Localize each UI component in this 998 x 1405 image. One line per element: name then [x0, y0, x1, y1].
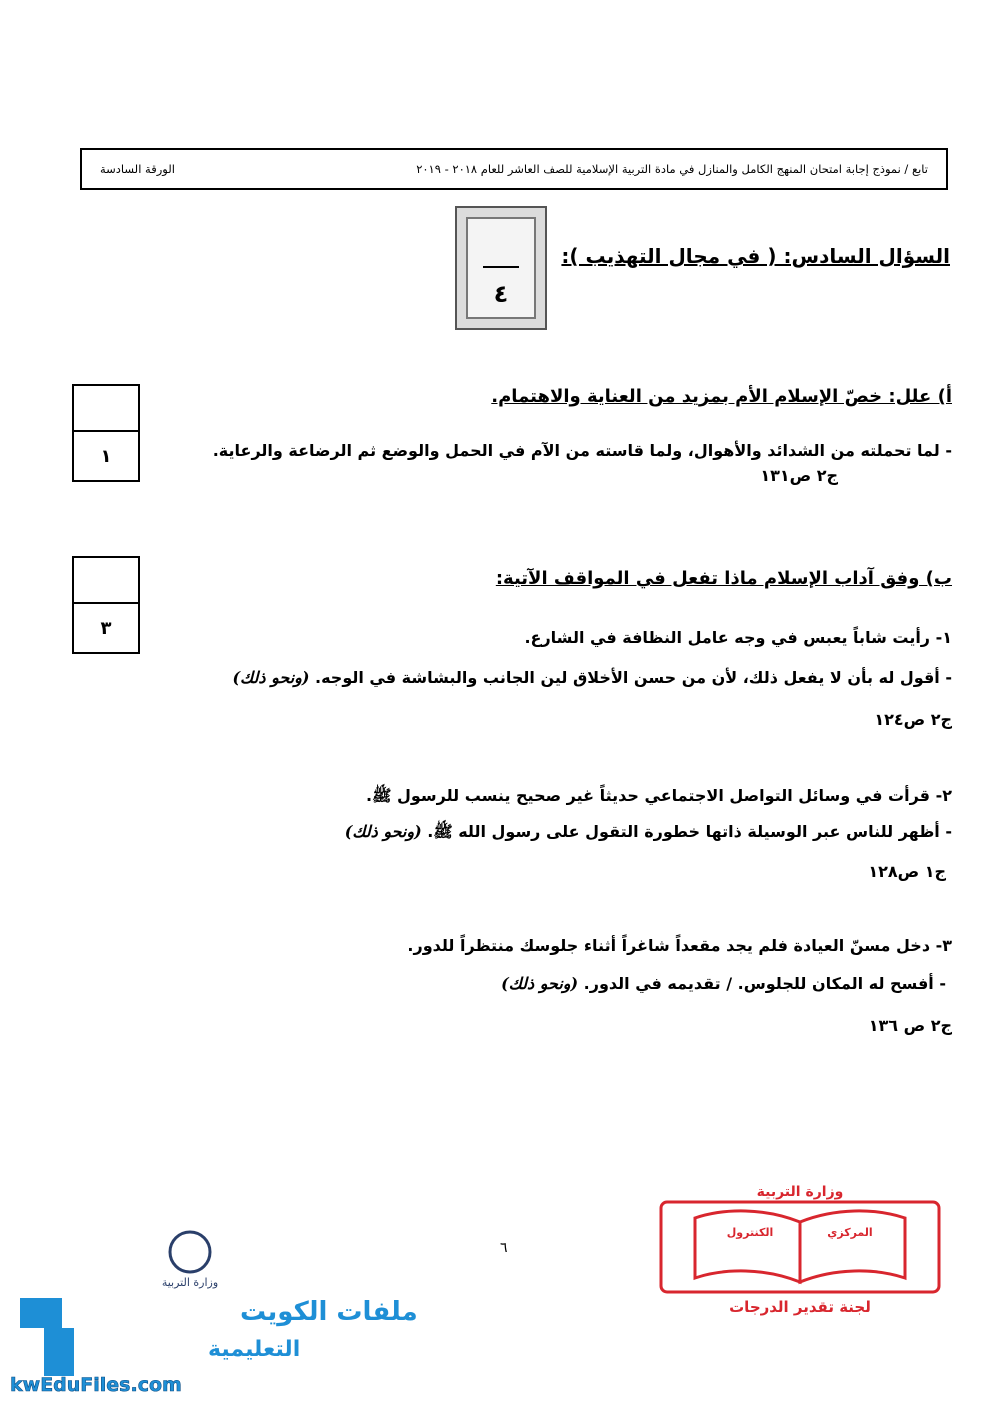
page-number: ٦	[500, 1240, 508, 1256]
stamp-bottom-text: لجنة تقدير الدرجات	[729, 1298, 871, 1316]
header-title: تابع / نموذج إجابة امتحان المنهج الكامل والمنازل في مادة التربية الإسلامية للصف العاشر للعام ٢٠١٨ - ٢٠١٩	[416, 162, 928, 176]
item-2-note: (ونحو ذلك)	[344, 822, 422, 841]
question-score: ٤	[493, 280, 509, 308]
header-box	[80, 148, 948, 190]
logo-name-line2: التعليمية	[208, 1337, 301, 1362]
item-2-situation: ٢- قرأت في وسائل التواصل الاجتماعي حديثاً غير صحيح ينسب للرسول ﷺ.	[366, 786, 952, 805]
part-b-score: ٣	[100, 617, 112, 639]
kwedufiles-logo	[8, 1228, 418, 1398]
item-1-answer	[232, 668, 952, 687]
logo-block-icon	[20, 1298, 62, 1328]
part-a-ref: ج٢ ص١٣١	[760, 466, 838, 485]
part-a-heading: أ) علل: خصّ الإسلام الأم بمزيد من العناية والاهتمام.	[491, 386, 952, 407]
question-title: السؤال السادس: ( في مجال التهذيب ):	[561, 244, 950, 268]
part-b-score-box	[72, 556, 140, 654]
item-3-ref: ج٢ ص ١٣٦	[868, 1016, 952, 1035]
part-a-score-box	[72, 384, 140, 482]
item-2-ref: ج١ ص١٢٨	[868, 862, 946, 881]
question-score-frame	[455, 206, 547, 330]
part-b-score-blank	[74, 558, 138, 604]
stamp-left-page-text: الكنترول	[726, 1226, 774, 1239]
part-b-heading: ب) وفق آداب الإسلام ماذا تفعل في المواقف الآتية:	[495, 568, 952, 589]
logo-name-line1: ملفات الكويت	[240, 1297, 418, 1327]
item-1-answer-text: - أقول له بأن لا يفعل ذلك، لأن من حسن الأخلاق لين الجانب والبشاشة في الوجه.	[315, 668, 952, 687]
logo-url: kwEduFiles.com	[10, 1374, 182, 1396]
item-2-answer	[345, 822, 952, 845]
item-3-answer-text: - أفسح له المكان للجلوس. / تقديمه في الدور.	[583, 974, 946, 993]
ministry-emblem-icon	[170, 1232, 210, 1272]
stamp-top-text: وزارة التربية	[756, 1184, 844, 1200]
part-a-score: ١	[100, 445, 112, 467]
header-sheet: الورقة السادسة	[100, 162, 175, 176]
stamp-right-page-text: المركزي	[827, 1226, 873, 1239]
item-1-note: (ونحو ذلك)	[232, 668, 310, 687]
logo-block-icon-2	[44, 1328, 74, 1376]
item-3-answer	[501, 974, 946, 993]
score-divider	[483, 266, 519, 268]
grading-committee-stamp	[655, 1178, 945, 1318]
item-3-situation: ٣- دخل مسنّ العيادة فلم يجد مقعداً شاغراً أثناء جلوسك منتظراً للدور.	[407, 936, 952, 955]
item-1-situation: ١- رأيت شاباً يعبس في وجه عامل النظافة في الشارع.	[524, 628, 952, 647]
logo-ministry-text: وزارة التربية	[161, 1276, 219, 1289]
part-a-answer: - لما تحملته من الشدائد والأهوال، ولما قاسته من الآم في الحمل والوضع ثم الرضاعة والرعاية.	[212, 441, 952, 460]
part-a-score-blank	[74, 386, 138, 432]
item-2-answer-text: - أظهر للناس عبر الوسيلة ذاتها خطورة التقول على رسول الله ﷺ.	[427, 822, 952, 841]
item-1-ref: ج٢ ص١٢٤	[874, 710, 952, 729]
item-3-note: (ونحو ذلك)	[501, 974, 579, 993]
